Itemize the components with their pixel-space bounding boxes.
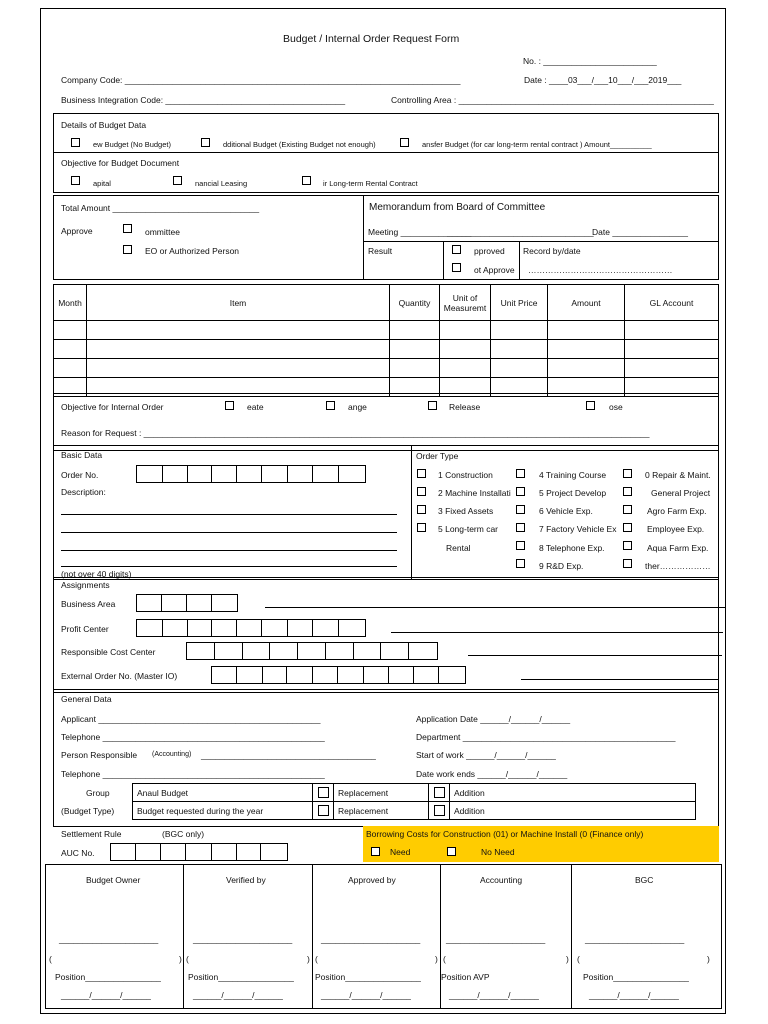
company-code-field[interactable]: Company Code: _______________________________________________________________________ — [61, 75, 461, 85]
order-type-6-checkbox[interactable] — [516, 505, 525, 514]
date-field[interactable]: Date : ____03___/___10___/___2019___ — [524, 75, 682, 85]
replacement-checkbox-1[interactable] — [434, 787, 445, 798]
person-responsible-line[interactable]: _____________________________________ — [201, 750, 376, 760]
order-type-other-checkbox[interactable] — [623, 559, 632, 568]
order-type-11-checkbox[interactable] — [623, 487, 632, 496]
table-row — [54, 321, 719, 340]
addition-label-1: Addition — [454, 787, 485, 798]
order-type-8-label: 8 Telephone Exp. — [539, 543, 605, 553]
order-type-8-checkbox[interactable] — [516, 541, 525, 550]
committee-checkbox[interactable] — [123, 224, 132, 233]
approved-sign-line[interactable]: _____________________ — [321, 934, 421, 944]
responsible-cost-center-cells[interactable] — [186, 642, 438, 660]
date-work-ends-field[interactable]: Date work ends ______/______/______ — [416, 769, 568, 779]
order-type-2-label: 2 Machine Installati — [438, 488, 511, 498]
reason-field[interactable]: Reason for Request : ___________________________________________________________________________________________________________ — [61, 428, 650, 438]
release-checkbox[interactable] — [428, 401, 437, 410]
order-type-5b-label: 5 Project Develop — [539, 488, 607, 498]
memo-title: Memorandum from Board of Committee — [369, 202, 546, 213]
budget-type-table — [132, 783, 696, 820]
profit-center-label: Profit Center — [61, 624, 109, 634]
memo-date-field[interactable]: Date ________________ — [592, 227, 688, 237]
transfer-budget-checkbox[interactable] — [400, 138, 409, 147]
order-type-13-label: Employee Exp. — [647, 524, 705, 534]
external-order-line[interactable] — [521, 679, 719, 680]
order-type-5b-checkbox[interactable] — [516, 487, 525, 496]
accounting-paren-close: ) — [566, 954, 569, 964]
not-approve-checkbox[interactable] — [452, 263, 461, 272]
owner-date-line[interactable]: ______/______/______ — [61, 990, 151, 1000]
order-type-14-checkbox[interactable] — [623, 541, 632, 550]
settlement-rule-label: Settlement Rule — [61, 829, 122, 839]
create-checkbox[interactable] — [225, 401, 234, 410]
additional-budget-label: dditional Budget (Existing Budget not enough) — [223, 140, 376, 149]
description-line-4[interactable] — [61, 566, 397, 567]
person-responsible-label: Person Responsible — [61, 750, 138, 760]
order-type-heading: Order Type — [416, 451, 459, 461]
approved-by-heading: Approved by — [348, 875, 396, 885]
meeting-field[interactable]: Meeting _______________ — [368, 227, 472, 237]
form-number-field[interactable]: No. : ________________________ — [523, 56, 657, 66]
capital-label: apital — [93, 179, 111, 188]
change-label: ange — [348, 402, 367, 412]
release-label: Release — [449, 402, 481, 412]
order-type-7-checkbox[interactable] — [516, 523, 525, 532]
owner-sign-line[interactable]: _____________________ — [59, 934, 159, 944]
description-label: Description: — [61, 487, 106, 497]
verified-paren-close: ) — [307, 954, 310, 964]
ceo-checkbox[interactable] — [123, 245, 132, 254]
no-need-checkbox[interactable] — [447, 847, 456, 856]
table-row — [54, 359, 719, 378]
order-type-3-label: 3 Fixed Assets — [438, 506, 494, 516]
close-checkbox[interactable] — [586, 401, 595, 410]
col-amount: Amount — [548, 285, 625, 321]
external-order-cells[interactable] — [211, 666, 466, 684]
responsible-cost-center-label: Responsible Cost Center — [61, 647, 156, 657]
objective-budget-heading: Objective for Budget Document — [61, 158, 180, 168]
profit-center-line[interactable] — [391, 632, 723, 633]
business-integration-code-field[interactable]: Business Integration Code: ______________________________________ — [61, 95, 346, 105]
order-type-4-checkbox[interactable] — [516, 469, 525, 478]
approved-checkbox[interactable] — [452, 245, 461, 254]
owner-paren-close: ) — [179, 954, 182, 964]
new-budget-label: ew Budget (No Budget) — [93, 140, 171, 149]
auc-no-label: AUC No. — [61, 848, 95, 858]
no-need-label: No Need — [481, 847, 515, 857]
borrowing-costs-label: Borrowing Costs for Construction (01) or Machine Install (0 (Finance only) — [366, 829, 644, 839]
order-type-14-label: Aqua Farm Exp. — [647, 543, 709, 553]
approved-position-field[interactable]: Position________________ — [315, 972, 421, 982]
approved-paren-open: ( — [315, 954, 318, 964]
form-title: Budget / Internal Order Request Form — [283, 33, 460, 45]
applicant-field[interactable]: Applicant _______________________________________________ — [61, 714, 321, 724]
owner-position-field[interactable]: Position________________ — [55, 972, 161, 982]
order-type-12-checkbox[interactable] — [623, 505, 632, 514]
table-row — [54, 340, 719, 359]
accounting-heading: Accounting — [480, 875, 523, 885]
order-no-label: Order No. — [61, 470, 99, 480]
controlling-area-field[interactable]: Controlling Area : ______________________________________________________ — [391, 95, 714, 105]
additional-budget-checkbox[interactable] — [201, 138, 210, 147]
during-year-cell: Budget requested during the year — [133, 802, 313, 820]
long-term-rental-checkbox[interactable] — [302, 176, 311, 185]
financial-leasing-checkbox[interactable] — [173, 176, 182, 185]
bgc-heading: BGC — [635, 875, 654, 885]
new-budget-checkbox[interactable] — [71, 138, 80, 147]
accounting-date-line[interactable]: ______/______/______ — [449, 990, 539, 1000]
description-note: (not over 40 digits) — [61, 569, 132, 579]
owner-paren-open: ( — [49, 954, 52, 964]
addition-label-2: Addition — [454, 805, 485, 816]
col-quantity: Quantity — [390, 285, 440, 321]
verified-paren-open: ( — [186, 954, 189, 964]
group-label: Group — [86, 788, 110, 798]
verified-by-heading: Verified by — [226, 875, 266, 885]
col-unit-price: Unit Price — [491, 285, 548, 321]
business-area-line[interactable] — [265, 607, 725, 608]
order-no-cells[interactable] — [136, 465, 366, 483]
transfer-budget-label: ansfer Budget (for car long-term rental contract ) Amount__________ — [422, 140, 652, 149]
bgc-only-label: (BGC only) — [162, 829, 205, 839]
total-amount-field[interactable]: Total Amount _______________________________ — [61, 203, 260, 213]
order-type-5-checkbox[interactable] — [417, 523, 426, 532]
order-type-1-label: 1 Construction — [438, 470, 493, 480]
col-month: Month — [54, 285, 87, 321]
order-type-13-checkbox[interactable] — [623, 523, 632, 532]
record-label: Record by/date — [523, 246, 581, 256]
general-data-heading: General Data — [61, 694, 112, 704]
long-term-rental-label: ir Long-term Rental Contract — [323, 179, 418, 188]
change-checkbox[interactable] — [326, 401, 335, 410]
annual-budget-checkbox[interactable] — [318, 787, 329, 798]
order-type-10-label: 0 Repair & Maint. — [645, 470, 711, 480]
order-type-10-checkbox[interactable] — [623, 469, 632, 478]
replacement-checkbox-2[interactable] — [434, 805, 445, 816]
budget-details-heading: Details of Budget Data — [61, 120, 147, 130]
order-type-6-label: 6 Vehicle Exp. — [539, 506, 593, 516]
order-type-9-checkbox[interactable] — [516, 559, 525, 568]
bgc-paren-open: ( — [577, 954, 580, 964]
profit-center-cells[interactable] — [136, 619, 366, 637]
bgc-sign-line[interactable]: _____________________ — [585, 934, 685, 944]
department-field[interactable]: Department _____________________________________________ — [416, 732, 676, 742]
create-label: eate — [247, 402, 264, 412]
order-type-5-label: 5 Long-term car — [438, 524, 498, 534]
annual-budget-cell: Anaul Budget — [133, 784, 313, 802]
bgc-paren-close: ) — [707, 954, 710, 964]
verified-date-line[interactable]: ______/______/______ — [193, 990, 283, 1000]
accounting-paren-open: ( — [443, 954, 446, 964]
responsible-cost-center-line[interactable] — [468, 655, 722, 656]
replacement-label-2: Replacement — [338, 805, 389, 816]
record-line[interactable]: …………………………………………… — [528, 265, 673, 275]
description-line-1[interactable] — [61, 514, 397, 515]
bgc-date-line[interactable]: ______/______/______ — [589, 990, 679, 1000]
budget-owner-heading: Budget Owner — [86, 875, 141, 885]
committee-label: ommittee — [145, 227, 180, 237]
verified-sign-line[interactable]: _____________________ — [193, 934, 293, 944]
financial-leasing-label: nancial Leasing — [195, 179, 248, 188]
capital-checkbox[interactable] — [71, 176, 80, 185]
approve-label: Approve — [61, 226, 93, 236]
col-gl-account: GL Account — [625, 285, 719, 321]
order-type-3-checkbox[interactable] — [417, 505, 426, 514]
order-type-2-checkbox[interactable] — [417, 487, 426, 496]
col-unit: Unit of Measuremt — [440, 285, 491, 321]
objective-internal-order-label: Objective for Internal Order — [61, 402, 164, 412]
items-table — [53, 284, 719, 397]
order-type-other-label: ther……………… — [645, 561, 711, 571]
ceo-label: EO or Authorized Person — [145, 246, 240, 256]
telephone-field-1[interactable]: Telephone _______________________________________________ — [61, 732, 325, 742]
description-line-2[interactable] — [61, 532, 397, 533]
accounting-note: (Accounting) — [152, 751, 192, 758]
approved-label: pproved — [474, 246, 505, 256]
application-date-field[interactable]: Application Date ______/______/______ — [416, 714, 571, 724]
accounting-position-field: Position AVP — [441, 972, 490, 982]
order-type-12-label: Agro Farm Exp. — [647, 506, 707, 516]
order-type-9-label: 9 R&D Exp. — [539, 561, 584, 571]
basic-data-heading: Basic Data — [61, 450, 103, 460]
not-approve-label: ot Approve — [474, 265, 515, 275]
form-page — [40, 8, 726, 1014]
result-label: Result — [368, 246, 393, 256]
auc-no-cells[interactable] — [110, 843, 288, 861]
col-item: Item — [87, 285, 390, 321]
during-year-checkbox[interactable] — [318, 805, 329, 816]
bgc-position-field[interactable]: Position________________ — [583, 972, 689, 982]
close-label: ose — [609, 402, 623, 412]
rental-label: Rental — [446, 543, 471, 553]
order-type-7-label: 7 Factory Vehicle Ex — [539, 524, 617, 534]
replacement-label-1: Replacement — [338, 787, 389, 798]
business-area-cells[interactable] — [136, 594, 238, 612]
order-type-4-label: 4 Training Course — [539, 470, 607, 480]
description-line-3[interactable] — [61, 550, 397, 551]
accounting-sign-line[interactable]: _____________________ — [446, 934, 546, 944]
order-type-11-label: General Project — [651, 488, 711, 498]
need-label: Need — [390, 847, 411, 857]
start-of-work-field[interactable]: Start of work ______/______/______ — [416, 750, 556, 760]
need-checkbox[interactable] — [371, 847, 380, 856]
meeting-line: _______________________________ — [447, 227, 594, 237]
external-order-label: External Order No. (Master IO) — [61, 671, 178, 681]
verified-position-field[interactable]: Position________________ — [188, 972, 294, 982]
budget-type-label: (Budget Type) — [61, 806, 115, 816]
business-area-label: Business Area — [61, 599, 116, 609]
assignments-heading: Assignments — [61, 580, 110, 590]
approved-paren-close: ) — [435, 954, 438, 964]
approved-date-line[interactable]: ______/______/______ — [321, 990, 411, 1000]
order-type-1-checkbox[interactable] — [417, 469, 426, 478]
telephone-field-2[interactable]: Telephone _______________________________________________ — [61, 769, 325, 779]
